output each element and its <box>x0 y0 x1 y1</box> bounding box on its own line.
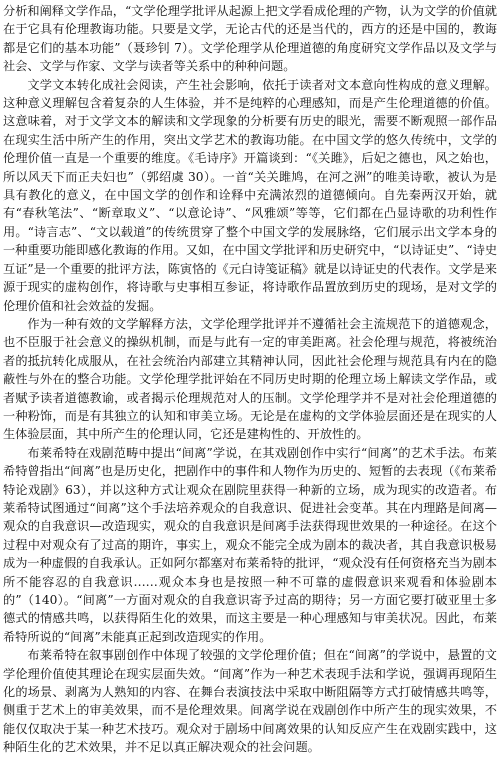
paragraph-5: 布莱希特在叙事剧创作中体现了较强的文学伦理价值；但在“间离”的学说中，悬置的文学伦理价值使其理论在现实层面失效。“间离”作为一种艺术表现手法和学说，强调再现陌生化的场景、剥离为人熟知的内容、在舞台表演技法中采取中断阻隔等方式打破情感共鸣等，侧重于艺术上的审美效果，而不是伦理效果。间离学说在戏剧创作中所产生的现实效果，不能仅仅取决于某一种艺术技巧。观众对于剧场中间离效果的认知反应产生在戏剧实践中，这种陌生化的艺术效果，并不足以真正解决观众的社会问题。 <box>3 648 497 755</box>
paragraph-1: 分析和阐释文学作品，“文学伦理学批评从起源上把文学看成伦理的产物，认为文学的价值就在于它具有伦理教诲功能。只要是文学，无论古代的还是当代的，西方的还是中国的，教诲都是它们的基本功能”（聂珍钊 7）。文学伦理学从伦理道德的角度研究文学作品以及文学与社会、文学与作家、文学与读者等关系中的种种问题。 <box>3 4 497 74</box>
paragraph-2: 文学文本转化成社会阅读，产生社会影响，依托于读者对文本意向性构成的意义理解。这种意义理解包含着复杂的人生体验，并不是纯粹的心理感知，而是产生伦理道德的价值。这意味着，对于文学文本的解读和文学现象的分析要有历史的眼光，需要不断观照一部作品在现实生活中所产生的作用，突出文学艺术的教诲功能。在中国文学的悠久传统中，文学的伦理价值一直是一个重要的维度。《毛诗序》开篇谈到：“《关雎》，后妃之德也，风之始也，所以风天下而正夫妇也”（郭绍虞 30）。一首“关关雎鸠，在河之洲”的唯美诗歌，被认为是具有教化的意义，在中国文学的创作和诠释中充满浓烈的道德倾向。自先秦两汉开始，就有“春秋笔法”、“断章取义”、“以意论诗”、“风雅颂”等等，它们都在凸显诗歌的功利性作用。“诗言志”、“文以载道”的传统贯穿了整个中国文学的发展脉络，它们展示出文学本身的一种重要功能即感化教诲的作用。又如，在中国文学批评和历史研究中，“以诗证史”、“诗史互证”是一个重要的批评方法，陈寅恪的《元白诗笺证稿》就是以诗证史的代表作。文学是来源于现实的虚构创作，将诗歌与史事相互参证，将诗歌作品置放到历史的现场，是对文学的伦理价值和社会效益的发掘。 <box>3 77 498 313</box>
paragraph-3: 作为一种有效的文学解释方法，文学伦理学批评并不遵循社会主流规范下的道德观念，也不臣服于社会意义的操纵机制，而是与此有一定的审美距离。社会伦理与规范，将被统治者的抵抗转化成服从，在社会统治内部建立其精神认同，因此社会伦理与规范具有内在的隐蔽性与外在的整合功能。文学伦理学批评始在不同历史时期的伦理立场上解读文学作品，或者赋予读者道德教谕，或者揭示伦理规范对人的压制。文学伦理学并不是对社会伦理道德的一种粉饰，而是有其独立的认知和审美立场。无论是在虚构的文学体验层面还是在现实的人生体验层面，其中所产生的伦理认同，它还是建构性的、开放性的。 <box>3 316 497 442</box>
paragraph-4: 布莱希特在戏剧范畴中提出“间离”学说，在其戏剧创作中实行“间离”的艺术手法。布莱希特曾指出“间离”也是历史化，把剧作中的事件和人物作为历史的、短暂的去表现（《布莱希特论戏剧》63），并以这种方式让观众在剧院里获得一种新的立场，成为现实的改造者。布莱希特试图通过“间离”这个手法培养观众的自我意识、促进社会变革。其在内理路是间离—观众的自我意识—改造现实，观众的自我意识是间离手法获得现世效果的一种途径。在这个过程中对观众有了过高的期许，事实上，观众不能完全成为剧本的裁决者，其自我意识极易成为一种虚假的自我承认。正如阿尔都塞对布莱希特的批评，“观众没有任何资格充当为剧本所不能容忍的自我意识……观众本身也是按照一种不可靠的虚假意识来观看和体验剧本的”（140）。“间离”一方面对观众的自我意识寄予过高的期待；另一方面它要打破亚里士多德式的情感共鸣，以获得陌生化的效果，而这主要是一种心理感知与审美状况。因此，布莱希特所说的“间离”未能真正起到改造现实的作用。 <box>3 445 497 644</box>
